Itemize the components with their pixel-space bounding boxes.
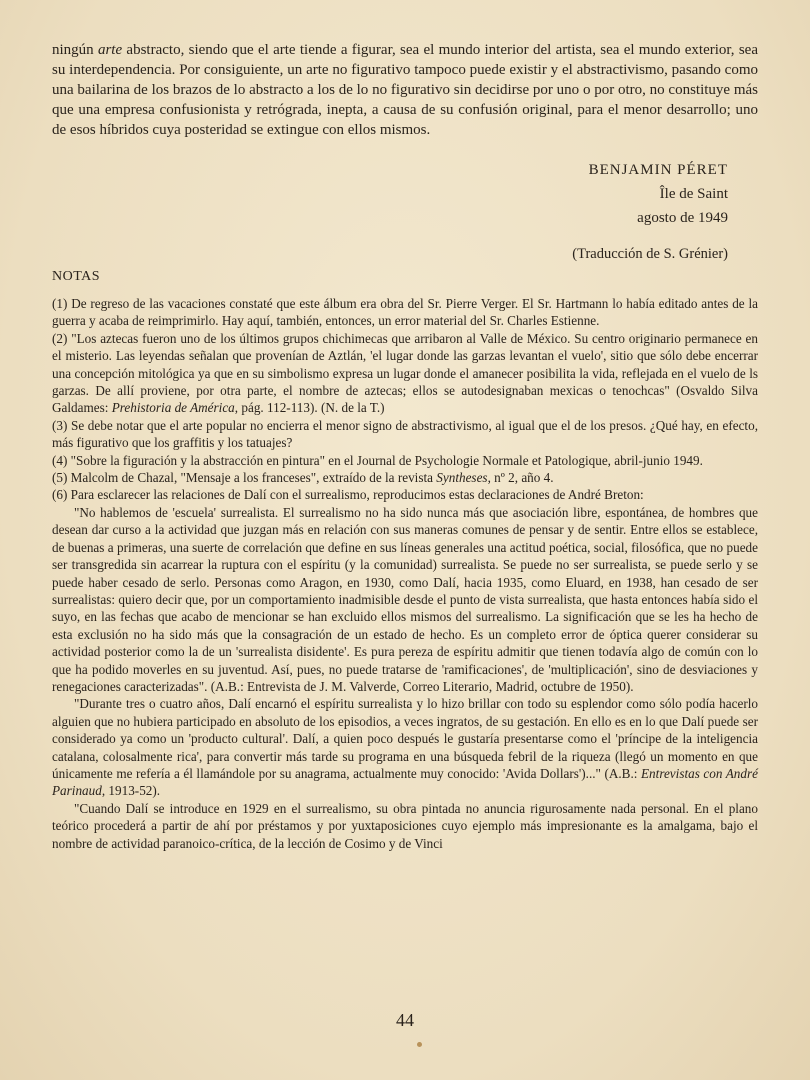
notes-section	[52, 295, 758, 852]
note-5-end: , nº 2, año 4.	[487, 470, 554, 486]
quote-2	[52, 695, 758, 799]
signature-block	[52, 158, 758, 230]
quote-2-italic: Entrevistas con André Parinaud	[52, 765, 758, 799]
body-text-start: ningún	[52, 42, 98, 58]
note-2-text: (2) "Los aztecas fueron uno de los últimos grupos chichimecas que arribaron al Valle de México. Su centro originario permanece en el misterio. Las leyendas señalan que provenían de Aztlán, 'el lugar donde las garzas levantan el vuelo', sitio que sólo debe encerrar una concepción mitológica ya que en su simbolismo expresa un lugar donde el amanecer posibilita la vida, reflejada en el vuelo de ls garzas. De allí proviene, por otra parte, el nombre de aztecas; ellos se autodesignaban mexicas o tenochcas" (Osvaldo Silva Galdames:	[52, 330, 758, 416]
signature-place: Île de Saint	[659, 186, 728, 202]
translation-credit: (Traducción de S. Grénier)	[572, 246, 728, 262]
notes-heading: NOTAS	[52, 269, 101, 284]
quote-1: "No hablemos de 'escuela' surrealista. El surrealismo no ha sido nunca más que asociación libre, espontánea, de hombres que desean dar curso a la actividad que juzgan más en relación con sus maneras comunes de pensar y de sentir. Entre ellos se establece, de buenas a primeras, una suerte de correlación que define en sus líneas generales una actitud poética, social, filosófica, que no puede ser transgredida sin acarrear la ruptura con el espíritu (y la comunidad) surrealista. Se puede no ser surrealista, se puede serlo y se puede haber cesado de serlo. Personas como Aragon, en 1930, como Dalí, hacia 1935, como Eluard, en 1938, han cesado de ser surrealistas: quiero decir que, por un comportamiento inadmisible desde el punto de vista surrealista, que hasta entonces había sido el suyo, en las fechas que acabo de mencionar se han excluido ellos mismos del surrealismo. La significación que se les ha hecho de esta exclusión no ha sido más que la consagración de un estado de hecho. Es un completo error de óptica querer considerar su actividad posterior como la de un 'surrealista disidente'. Es pura pereza de espíritu admitir que tienen todavía algo de común con lo que ha podido moverles en su juventud. Así, pues, no puede tratarse de 'ramificaciones', de 'multiplicación', sino de desviaciones y renegaciones caracterizadas". (A.B.: Entrevista de J. M. Valverde, Correo Literario, Madrid, octubre de 1950).	[52, 504, 758, 694]
note-4: (4) "Sobre la figuración y la abstracción en pintura" en el Journal de Psychologie Normale et Patologique, abril-junio 1949.	[52, 452, 703, 468]
note-5	[52, 469, 758, 486]
note-3: (3) Se debe notar que el arte popular no encierra el menor signo de abstractivismo, al igual que el de los presos. ¿Qué hay, en efecto, más figurativo que los graffitis y los tatuajes?	[52, 417, 758, 451]
note-5-text: (5) Malcolm de Chazal, "Mensaje a los franceses", extraído de la revista	[52, 470, 437, 486]
note-2-italic: Prehistoria de América	[111, 400, 235, 416]
signature-date: agosto de 1949	[637, 210, 728, 226]
quote-3: "Cuando Dalí se introduce en 1929 en el surrealismo, su obra pintada no anuncia rigurosamente nada personal. En el plano teórico procederá a partir de ahí por préstamos y por yuxtaposiciones cuyo ejemplo más impresionante es la amalgama, bajo el nombre de actividad paranoico-crítica, de la lección de Cosimo y de Vinci	[52, 800, 758, 851]
body-italic-word: arte	[97, 42, 123, 58]
note-6: (6) Para esclarecer las relaciones de Dalí con el surrealismo, reproducimos estas declaraciones de André Breton:	[52, 487, 644, 503]
note-1: (1) De regreso de las vacaciones constaté que este álbum era obra del Sr. Pierre Verger. El Sr. Hartmann lo había editado antes de la guerra y acaba de reimprimirlo. Hay aquí, también, entonces, un error material del Sr. Charles Estienne.	[52, 296, 758, 329]
body-text-rest: abstracto, siendo que el arte tiende a figurar, sea el mundo interior del artista, sea el mundo exterior, sea su interdependencia. Por consiguiente, un arte no figurativo tampoco puede existir y el abstractivismo, pasando como una bailarina de los brazos de lo abstracto a los de lo no figurativo sin decidirse por uno o por otro, no constituye más que una empresa confusionista y retrógrada, inepta, a causa de su confusión original, para el menor desarrollo; uno de esos híbridos cuya posteridad se extingue con ellos mismos.	[52, 42, 758, 138]
quote-2-text: "Durante tres o cuatro años, Dalí encarnó el espíritu surrealista y lo hizo brillar con todo su esplendor como sólo podía hacerlo alguien que no hubiera participado en absoluto de los episodios, a veces ingratos, de su gestación. En ello es en lo que Dalí puede ser considerado ya como un 'producto cultural'. Dalí, a quien poco después le gustaría presentarse como el 'príncipe de la inteligencia catalana, colosalmente rica', para convertir más tarde su programa en una búsqueda febril de la riqueza (llegó un momento en que únicamente me refería a él llamándole por su anagrama, actualmente muy conocido: 'Avida Dollars')..." (A.B.:	[52, 696, 758, 781]
note-2	[52, 330, 758, 417]
page-number: 44	[396, 1010, 414, 1030]
body-paragraph	[52, 40, 758, 140]
note-5-italic: Syntheses	[436, 470, 488, 486]
author-name: BENJAMIN PÉRET	[588, 162, 728, 178]
ink-dot	[417, 1042, 422, 1047]
quote-2-end: , 1913-52).	[101, 783, 161, 799]
note-2-end: , pág. 112-113). (N. de la T.)	[234, 400, 385, 416]
